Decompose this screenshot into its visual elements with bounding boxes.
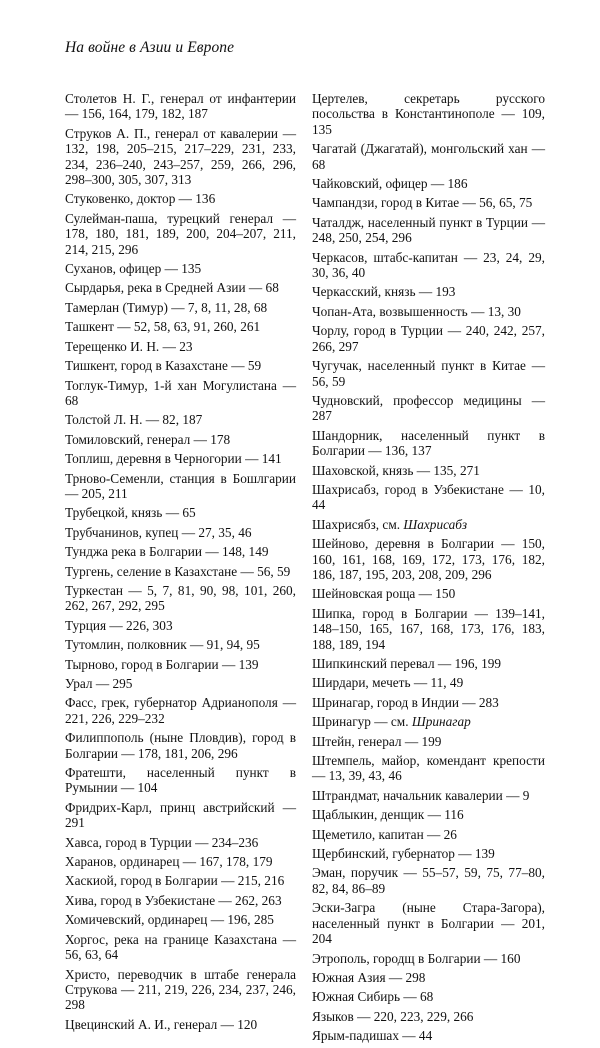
index-entry: Штемпель, майор, комендант крепости — 13, 39, 43, 46 — [312, 753, 545, 784]
index-entry: Тоглук-Тимур, 1-й хан Могулистана — 68 — [65, 377, 296, 408]
index-entry: Черкасский, князь — 193 — [312, 284, 456, 300]
index-entry: Толстой Л. Н. — 82, 187 — [65, 412, 203, 428]
index-entry: Шейновская роща — 150 — [312, 586, 456, 602]
index-entry: Тунджа река в Болгарии — 148, 149 — [65, 544, 269, 560]
index-entry: Сырдарья, река в Средней Азии — 68 — [65, 280, 279, 296]
index-entry: Столетов Н. Г., генерал от инфантерии — 156, 164, 179, 182, 187 — [65, 91, 296, 122]
index-entry: Южная Сибирь — 68 — [312, 989, 434, 1005]
index-entry: Тамерлан (Тимур) — 7, 8, 11, 28, 68 — [65, 299, 268, 315]
index-entry: Тырново, город в Болгарии — 139 — [65, 656, 259, 672]
index-column-right — [312, 91, 545, 1048]
index-entry: Тишкент, город в Казахстане — 59 — [65, 358, 262, 374]
index-entry: Штрандмат, начальник кавалерии — 9 — [312, 787, 530, 803]
index-entry: Томиловский, генерал — 178 — [65, 431, 231, 447]
index-entry: Фасс, грек, губернатор Адрианополя — 221, 226, 229–232 — [65, 695, 296, 726]
index-entry: Щеметило, капитан — 26 — [312, 826, 457, 842]
index-entry: Филиппополь (ныне Пловдив), город в Болгарии — 178, 181, 206, 296 — [65, 730, 296, 761]
index-entry: Цвецинский А. И., генерал — 120 — [65, 1016, 258, 1032]
index-entry: Эман, поручик — 55–57, 59, 75, 77–80, 82, 84, 86–89 — [312, 865, 545, 896]
index-entry: Южная Азия — 298 — [312, 969, 426, 985]
index-entry: Чудновский, профессор медицины — 287 — [312, 392, 545, 424]
index-column-left — [65, 91, 296, 1036]
index-entry: Трубчанинов, купец — 27, 35, 46 — [65, 524, 252, 540]
index-entry: Тутомлин, полковник — 91, 94, 95 — [65, 637, 260, 653]
index-entry: Этрополь, городщ в Болгарии — 160 — [312, 950, 521, 966]
index-entry: Шандорник, населенный пункт в Болгарии — 136, 137 — [312, 427, 545, 459]
index-entry: Ярым-падишах — 44 — [312, 1028, 433, 1044]
index-entry: Хоргос, река на границе Казахстана — 56, 63, 64 — [65, 931, 296, 963]
index-entry: Шаховской, князь — 135, 271 — [312, 462, 480, 478]
index-entry: Урал — 295 — [65, 676, 133, 691]
index-entry: Щаблыкин, денщик — 116 — [312, 807, 464, 823]
index-entry: Чампандзи, город в Китае — 56, 65, 75 — [312, 195, 533, 211]
index-entry: Терещенко И. Н. — 23 — [65, 338, 193, 354]
index-entry: Шипка, город в Болгарии — 139–141, 148–150, 165, 167, 168, 173, 176, 183, 188, 189, 194 — [312, 605, 545, 652]
index-entry: Черкасов, штабс-капитан — 23, 24, 29, 30, 36, 40 — [312, 249, 545, 281]
index-entry: Эски-Загра (ныне Стара-Загора), населенный пункт в Болгарии — 201, 204 — [312, 900, 545, 947]
index-entry: Шахрисябз, см. Шахрисабз — [312, 516, 468, 532]
index-entry: Чопан-Ата, возвышенность — 13, 30 — [312, 303, 521, 319]
index-entry: Харанов, ординарец — 167, 178, 179 — [65, 854, 273, 870]
cross-reference: Шахрисабз — [403, 516, 468, 532]
index-entry: Тургень, селение в Казахстане — 56, 59 — [65, 563, 291, 579]
index-entry: Хомичевский, ординарец — 196, 285 — [65, 912, 274, 928]
index-entry: Трубецкой, князь — 65 — [65, 505, 196, 521]
index-entry: Топлиш, деревня в Черногории — 141 — [65, 451, 282, 467]
index-entry: Туркестан — 5, 7, 81, 90, 98, 101, 260, 262, 267, 292, 295 — [65, 582, 296, 614]
index-entry: Шринагур — см. Шринагар — [312, 714, 471, 730]
index-entry: Чайковский, офицер — 186 — [312, 176, 468, 192]
index-entry: Суханов, офицер — 135 — [65, 261, 202, 277]
index-entry: Щербинский, губернатор — 139 — [312, 846, 495, 862]
index-entry: Шахрисабз, город в Узбекистане — 10, 44 — [312, 481, 545, 513]
index-entry: Штейн, генерал — 199 — [312, 733, 442, 749]
index-entry: Стуковенко, доктор — 136 — [65, 191, 216, 207]
index-entry: Хаскиой, город в Болгарии — 215, 216 — [65, 873, 285, 889]
index-entry: Трново-Семенли, станция в Бошлгарии — 205, 211 — [65, 470, 296, 501]
index-entry: Фратешти, населенный пункт в Румынии — 104 — [65, 765, 296, 796]
index-entry: Хавса, город в Турции — 234–236 — [65, 834, 259, 850]
index-entry: Чагатай (Джагатай), монгольский хан — 68 — [312, 141, 545, 172]
index-entry: Шринагар, город в Индии — 283 — [312, 694, 499, 710]
index-entry: Ширдари, мечеть — 11, 49 — [312, 675, 464, 691]
index-entry: Фридрих-Карл, принц австрийский — 291 — [65, 799, 296, 831]
index-entry: Чаталдж, населенный пункт в Турции — 248, 250, 254, 296 — [312, 214, 545, 246]
index-entry: Языков — 220, 223, 229, 266 — [312, 1008, 474, 1024]
index-entry: Струков А. П., генерал от кавалерии — 132, 198, 205–215, 217–229, 231, 233, 234, 236–240, 243–257, 259, 266, 296, 298–300, 305, 307, 313 — [65, 125, 296, 188]
index-entry: Ташкент — 52, 58, 63, 91, 260, 261 — [65, 319, 261, 335]
index-entry: Шейново, деревня в Болгарии — 150, 160, 161, 168, 169, 172, 173, 176, 182, 186, 187, 195, 203, 208, 209, 296 — [312, 536, 545, 582]
index-entry: Турция — 226, 303 — [65, 617, 173, 633]
index-entry: Хива, город в Узбекистане — 262, 263 — [65, 892, 282, 908]
index-entry: Цертелев, секретарь русского посольства в Константинополе — 109, 135 — [312, 91, 545, 137]
index-entry: Шипкинский перевал — 196, 199 — [312, 656, 502, 671]
index-entry: Чугучак, населенный пункт в Китае — 56, 59 — [312, 358, 545, 389]
index-entry: Сулейман-паша, турецкий генерал — 178, 180, 181, 189, 200, 204–207, 211, 214, 215, 296 — [65, 210, 296, 257]
index-entry: Христо, переводчик в штабе генерала Струкова — 211, 219, 226, 234, 237, 246, 298 — [65, 966, 296, 1013]
index-entry: Чорлу, город в Турции — 240, 242, 257, 266, 297 — [312, 323, 545, 354]
running-header: На войне в Азии и Европе — [65, 39, 235, 56]
cross-reference: Шринагар — [411, 714, 471, 730]
